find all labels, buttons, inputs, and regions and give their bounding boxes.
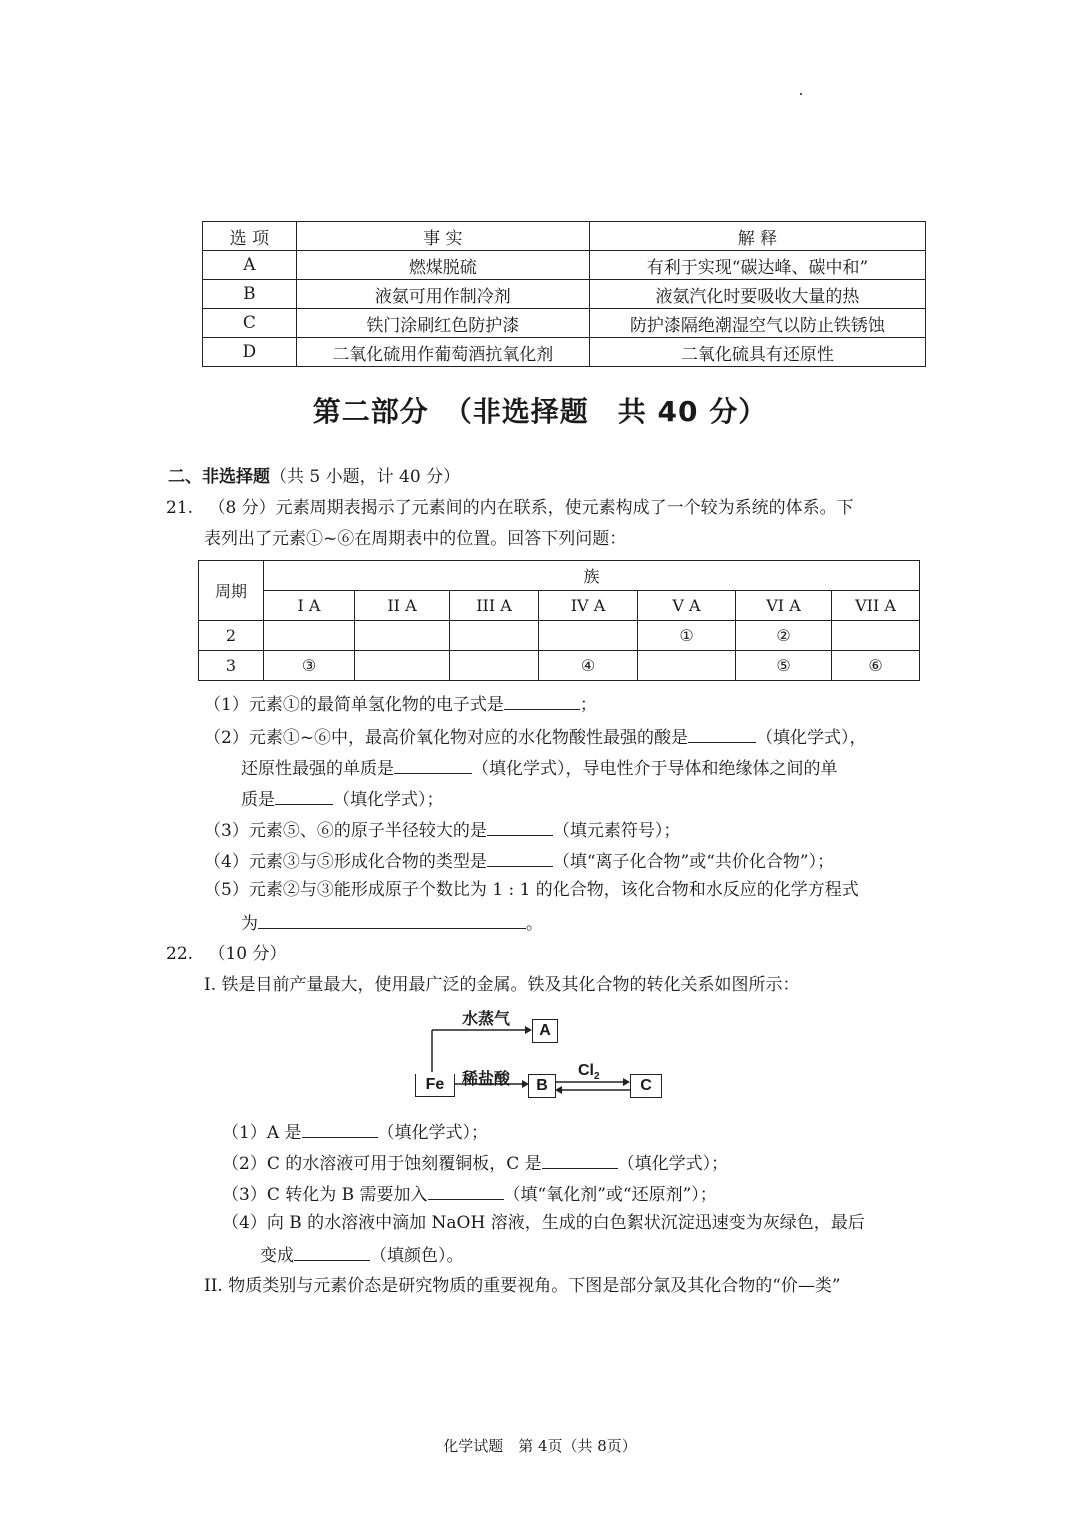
row-fact: 燃煤脱硫 xyxy=(296,251,589,280)
answer-blank[interactable] xyxy=(428,1181,504,1200)
q21-part3 xyxy=(204,817,680,842)
question-text: 为 xyxy=(241,914,258,934)
group-label: V A xyxy=(638,591,736,621)
q21-part5-line2 xyxy=(241,910,543,935)
question-text: （3）元素⑤、⑥的原子半径较大的是 xyxy=(204,821,487,841)
question-text: （3）C 转化为 B 需要加入 xyxy=(222,1185,428,1205)
section-note: （共 5 小题，计 40 分） xyxy=(270,467,461,487)
question-text: 变成 xyxy=(260,1246,294,1266)
question-text: （填化学式）， xyxy=(756,728,867,748)
group-label: II A xyxy=(355,591,450,621)
answer-blank[interactable] xyxy=(394,755,472,774)
q21-number: 21. xyxy=(166,498,194,518)
row-fact: 液氨可用作制冷剂 xyxy=(296,280,589,309)
q22-part-I-intro: I. 铁是目前产量最大，使用最广泛的金属。铁及其化合物的转化关系如图所示： xyxy=(204,975,800,995)
q21-part2-line3 xyxy=(241,786,444,811)
header-explain: 解 释 xyxy=(589,222,925,251)
row-explain: 液氨汽化时要吸收大量的热 xyxy=(589,280,925,309)
period-header: 周期 xyxy=(199,561,264,621)
answer-blank[interactable] xyxy=(688,724,756,743)
element-cell xyxy=(638,651,736,681)
q22-heading xyxy=(166,943,287,965)
q21-part4 xyxy=(204,848,834,873)
element-cell xyxy=(264,621,355,651)
q22-score: （10 分） xyxy=(208,944,287,964)
label-steam: 水蒸气 xyxy=(462,1011,511,1028)
table-row xyxy=(199,621,920,651)
answer-blank[interactable] xyxy=(302,1119,378,1138)
q22-part2 xyxy=(222,1150,728,1175)
element-cell: ① xyxy=(638,621,736,651)
group-label: IV A xyxy=(539,591,638,621)
element-cell xyxy=(450,621,539,651)
table-row xyxy=(199,651,920,681)
q21-intro-line1 xyxy=(166,497,854,519)
row-fact: 铁门涂刷红色防护漆 xyxy=(296,309,589,338)
question-text: 质是 xyxy=(241,790,275,810)
question-text: （2）元素①~⑥中，最高价氧化物对应的水化物酸性最强的酸是 xyxy=(204,728,689,748)
cl2-subscript: 2 xyxy=(594,1071,600,1083)
element-cell xyxy=(832,621,920,651)
element-cell xyxy=(450,651,539,681)
iron-conversion-diagram xyxy=(410,1000,680,1105)
header-fact: 事 实 xyxy=(296,222,589,251)
element-cell: ③ xyxy=(264,651,355,681)
page-footer: 化学试题 第 4页（共 8页） xyxy=(443,1437,637,1455)
question-text: 。 xyxy=(526,914,543,934)
cl2-symbol: Cl xyxy=(578,1062,594,1079)
group-label: VI A xyxy=(736,591,832,621)
periodic-table xyxy=(198,560,920,681)
element-cell: ⑤ xyxy=(736,651,832,681)
element-cell xyxy=(539,621,638,651)
answer-blank[interactable] xyxy=(275,786,333,805)
question-text: （1）元素①的最简单氢化物的电子式是 xyxy=(204,695,504,715)
question-text: （填“氧化剂”或“还原剂”）； xyxy=(503,1185,717,1205)
answer-blank[interactable] xyxy=(258,910,526,929)
question-text: 还原性最强的单质是 xyxy=(241,759,394,779)
row-fact: 二氧化硫用作葡萄酒抗氧化剂 xyxy=(296,338,589,367)
element-cell xyxy=(355,621,450,651)
group-label: III A xyxy=(450,591,539,621)
part2-title: 第二部分 （非选择题 共 40 分） xyxy=(312,395,768,428)
table-row xyxy=(203,309,926,338)
q22-number: 22. xyxy=(166,944,194,964)
element-cell: ② xyxy=(736,621,832,651)
answer-blank[interactable] xyxy=(294,1242,370,1261)
question-text: ； xyxy=(579,695,597,715)
question-text: （填颜色）。 xyxy=(370,1246,464,1266)
section-label: 二、非选择题 xyxy=(168,467,270,487)
row-option: D xyxy=(203,338,297,367)
element-cell: ⑥ xyxy=(832,651,920,681)
q22-part4-line2 xyxy=(260,1242,464,1267)
row-explain: 二氧化硫具有还原性 xyxy=(589,338,925,367)
q22-part4-line1: （4）向 B 的水溶液中滴加 NaOH 溶液，生成的白色絮状沉淀迅速变为灰绿色，最后 xyxy=(222,1213,865,1233)
answer-blank[interactable] xyxy=(542,1150,618,1169)
table-row xyxy=(203,280,926,309)
row-explain: 有利于实现“碳达峰、碳中和” xyxy=(589,251,925,280)
table-row xyxy=(203,338,926,367)
label-hcl: 稀盐酸 xyxy=(462,1071,511,1088)
table-row xyxy=(203,251,926,280)
question-text: （4）元素③与⑤形成化合物的类型是 xyxy=(204,852,487,872)
row-option: A xyxy=(203,251,297,280)
node-fe: Fe xyxy=(415,1074,455,1097)
question-text: （填化学式）； xyxy=(617,1154,729,1174)
question-text: （填化学式）； xyxy=(377,1123,488,1143)
group-label: VII A xyxy=(832,591,920,621)
question-text: （填“离子化合物”或“共价化合物”）； xyxy=(552,852,835,872)
answer-blank[interactable] xyxy=(487,848,553,867)
answer-blank[interactable] xyxy=(504,691,580,710)
node-c: C xyxy=(630,1074,662,1098)
q22-part3 xyxy=(222,1181,717,1206)
q21-part1 xyxy=(204,691,597,716)
element-cell: ④ xyxy=(539,651,638,681)
question-text: （填化学式），导电性介于导体和绝缘体之间的单 xyxy=(472,759,838,779)
node-a: A xyxy=(532,1019,558,1043)
section-heading xyxy=(168,466,460,488)
q22-part1 xyxy=(222,1119,488,1144)
node-b: B xyxy=(528,1074,556,1098)
options-table xyxy=(202,221,926,367)
label-cl2 xyxy=(578,1062,600,1082)
group-header: 族 xyxy=(264,561,920,591)
options-table-header xyxy=(203,222,926,251)
question-text: （填化学式）； xyxy=(333,790,444,810)
q22-part-II-intro: II. 物质类别与元素价态是研究物质的重要视角。下图是部分氯及其化合物的“价—类” xyxy=(204,1276,841,1296)
q21-part5-line1: （5）元素②与③能形成原子个数比为 1 : 1 的化合物，该化合物和水反应的化学方程式 xyxy=(204,880,859,900)
question-text: （1）A 是 xyxy=(222,1123,302,1143)
row-option: C xyxy=(203,309,297,338)
element-cell xyxy=(355,651,450,681)
row-explain: 防护漆隔绝潮湿空气以防止铁锈蚀 xyxy=(589,309,925,338)
answer-blank[interactable] xyxy=(487,817,553,836)
header-option: 选 项 xyxy=(203,222,297,251)
question-text: （填元素符号）； xyxy=(552,821,681,841)
row-option: B xyxy=(203,280,297,309)
question-text: （2）C 的水溶液可用于蚀刻覆铜板，C 是 xyxy=(222,1154,542,1174)
period-number: 2 xyxy=(199,621,264,651)
q21-intro-line2: 表列出了元素①~⑥在周期表中的位置。回答下列问题： xyxy=(204,529,627,549)
q21-part2-line2 xyxy=(241,755,838,780)
period-number: 3 xyxy=(199,651,264,681)
speck xyxy=(800,93,802,95)
q21-part2-line1 xyxy=(204,724,867,749)
q21-intro-text: （8 分）元素周期表揭示了元素间的内在联系，使元素构成了一个较为系统的体系。下 xyxy=(208,498,854,518)
group-label: I A xyxy=(264,591,355,621)
